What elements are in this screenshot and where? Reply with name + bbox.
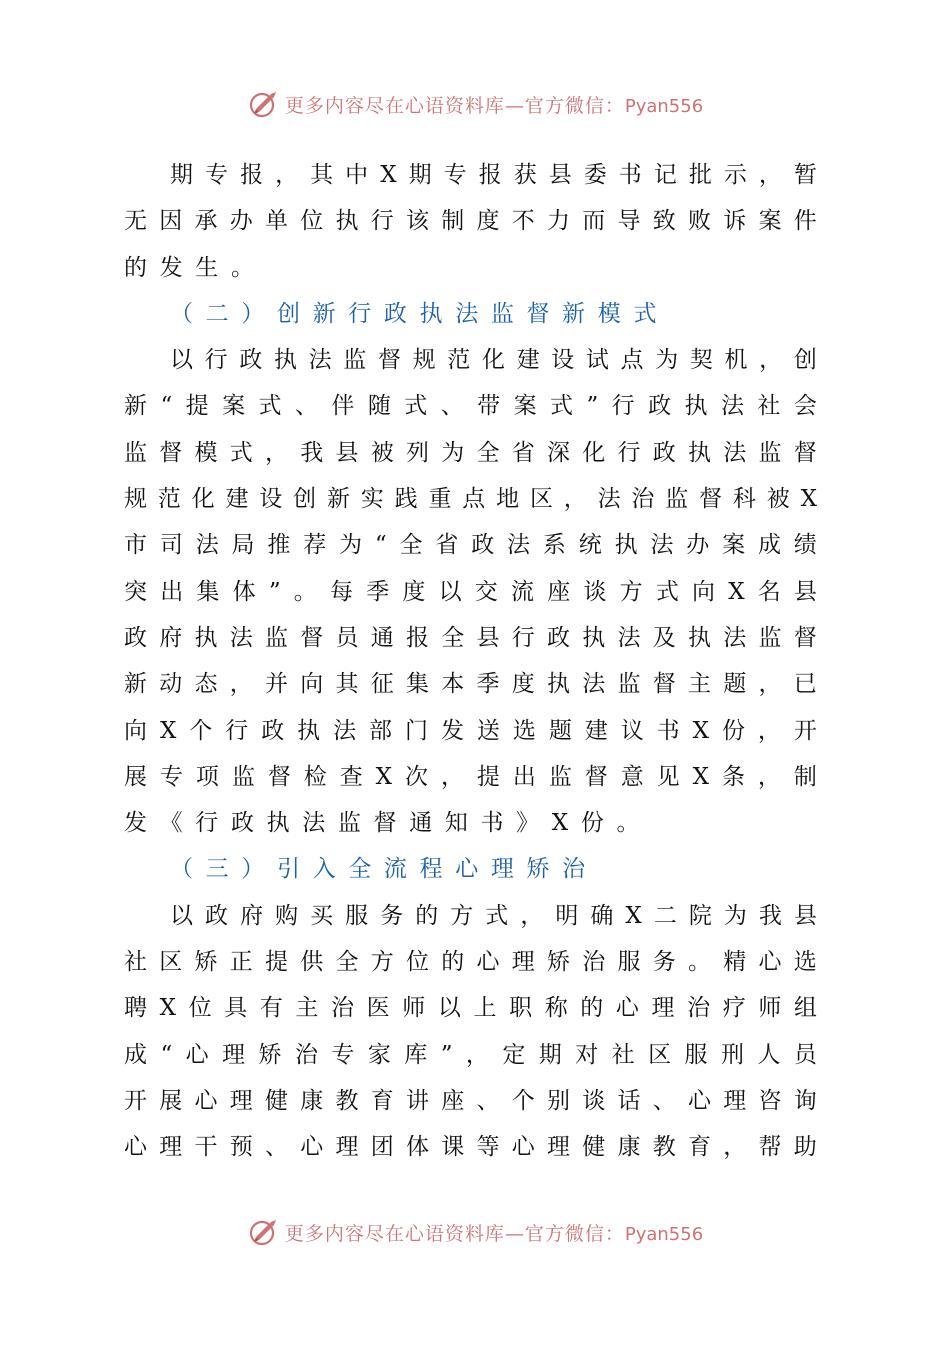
watermark-footer (0, 1212, 950, 1252)
document-body (124, 152, 817, 1171)
paragraph-line: 新 动 态 ， 并 向 其 征 集 本 季 度 执 法 监 督 主 题 ， 已 (124, 671, 817, 698)
paragraph-line: 新 “ 提 案 式 、 伴 随 式 、 带 案 式 ” 行 政 执 法 社 会 (124, 393, 817, 420)
paragraph-line: 市 司 法 局 推 荐 为 “ 全 省 政 法 系 统 执 法 办 案 成 绩 (124, 532, 817, 559)
paragraph-line: 监 督 模 式 ， 我 县 被 列 为 全 省 深 化 行 政 执 法 监 督 (124, 439, 817, 466)
paragraph-line: 的发生。 (124, 254, 267, 281)
paragraph-line: 心 理 干 预 、 心 理 团 体 课 等 心 理 健 康 教 育 ， 帮 助 (124, 1134, 817, 1161)
paragraph-line: 向 X 个 行 政 执 法 部 门 发 送 选 题 建 议 书 X 份 ， 开 (124, 717, 817, 744)
pen-logo-icon (247, 1215, 281, 1249)
watermark-text: 更多内容尽在心语资料库—官方微信：Pyan556 (284, 94, 704, 117)
paragraph-line: 规 范 化 建 设 创 新 实 践 重 点 地 区 ， 法 治 监 督 科 被 X (124, 486, 817, 513)
watermark-text: 更多内容尽在心语资料库—官方微信：Pyan556 (284, 1222, 704, 1245)
pen-logo-icon (247, 87, 281, 121)
paragraph-line: 开 展 心 理 健 康 教 育 讲 座 、 个 别 谈 话 、 心 理 咨 询 (124, 1087, 817, 1114)
paragraph-line: 成 “ 心 理 矫 治 专 家 库 ” ， 定 期 对 社 区 服 刑 人 员 (124, 1041, 817, 1068)
paragraph-line: 以 政 府 购 买 服 务 的 方 式 ， 明 确 X 二 院 为 我 县 (170, 902, 817, 929)
paragraph-line: 展 专 项 监 督 检 查 X 次 ， 提 出 监 督 意 见 X 条 ， 制 (124, 763, 817, 790)
paragraph-line: 以 行 政 执 法 监 督 规 范 化 建 设 试 点 为 契 机 ， 创 (170, 347, 817, 374)
watermark-header (0, 84, 950, 124)
paragraph-line: 发《行政执法监督通知书》X份。 (124, 810, 653, 837)
paragraph-line: 政 府 执 法 监 督 员 通 报 全 县 行 政 执 法 及 执 法 监 督 (124, 624, 817, 651)
section-heading-3: （三）引入全流程心理矫治 (170, 856, 598, 883)
paragraph-line: 聘 X 位 具 有 主 治 医 师 以 上 职 称 的 心 理 治 疗 师 组 (124, 995, 817, 1022)
paragraph-line: 突 出 集 体 ” 。 每 季 度 以 交 流 座 谈 方 式 向 X 名 县 (124, 578, 817, 605)
paragraph-line: 社 区 矫 正 提 供 全 方 位 的 心 理 矫 治 服 务 。 精 心 选 (124, 949, 817, 976)
paragraph-line: 期 专 报 ， 其 中 X 期 专 报 获 县 委 书 记 批 示 ， 暂 (170, 162, 817, 188)
paragraph-line: 无 因 承 办 单 位 执 行 该 制 度 不 力 而 导 致 败 诉 案 件 (124, 208, 817, 235)
section-heading-2: （二）创新行政执法监督新模式 (170, 300, 670, 327)
